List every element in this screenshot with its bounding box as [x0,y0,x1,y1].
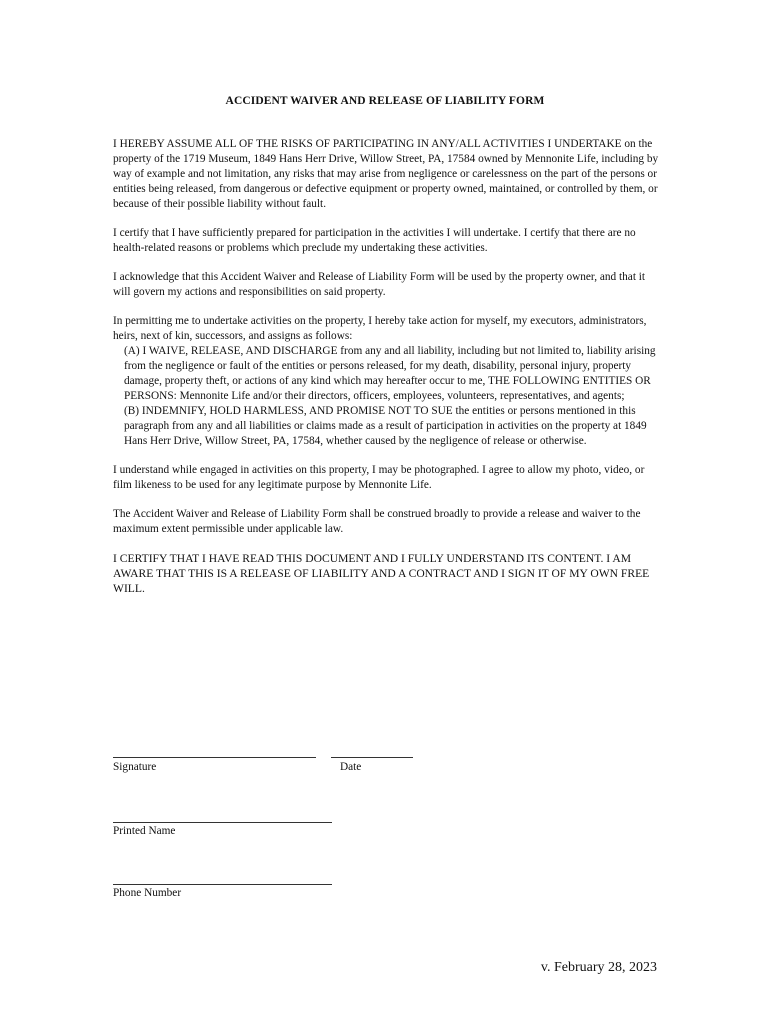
document-title: ACCIDENT WAIVER AND RELEASE OF LIABILITY FORM [225,95,545,107]
document-body [113,137,661,610]
paragraph-permitting [113,314,661,449]
clause-b: (B) INDEMNIFY, HOLD HARMLESS, AND PROMISE NOT TO SUE the entities or persons mentioned in this paragraph from any and all liabilities or claims made as a result of participation in activities on the property at 1849 Hans Herr Drive, Willow Street, PA, 17584, whether caused by the negligence of release or otherwise. [124,405,647,447]
signature-label: Signature [113,761,157,773]
phone-number-label: Phone Number [113,887,182,899]
paragraph-photographed: I understand while engaged in activities on this property, I may be photographed. I agree to allow my photo, video, or film likeness to be used for any legitimate purpose by Mennonite Life. [113,464,645,491]
paragraph-permitting-intro: In permitting me to undertake activities on the property, I hereby take action for myself, my executors, administrators, heirs, next of kin, successors, and assigns as follows: [113,315,647,342]
paragraph-acknowledge: I acknowledge that this Accident Waiver and Release of Liability Form will be used by the property owner, and that it will govern my actions and responsibilities on said property. [113,271,646,298]
paragraph-certify-prepared: I certify that I have sufficiently prepared for participation in the activities I will undertake. I certify that there are no health-related reasons or problems which preclude my undertaking these activities. [113,227,636,254]
paragraph-assume-risk: I HEREBY ASSUME ALL OF THE RISKS OF PARTICIPATING IN ANY/ALL ACTIVITIES I UNDERTAKE on the property of the 1719 Museum, 1849 Hans Herr Drive, Willow Street, PA, 17584 owned by Mennonite Life, including by way of example and not limitation, any risks that may arise from negligence or carelessness on the part of the persons or entities being released, from dangerous or defective equipment or property owned, maintained, or controlled by them, or because of their possible liability without fault. [113,138,659,210]
signature-line[interactable] [113,757,316,758]
date-line[interactable] [331,757,413,758]
printed-name-label: Printed Name [113,825,176,837]
phone-number-line[interactable] [113,884,332,885]
paragraph-certify-read: I CERTIFY THAT I HAVE READ THIS DOCUMENT AND I FULLY UNDERSTAND ITS CONTENT. I AM AWARE THAT THIS IS A RELEASE OF LIABILITY AND A CONTRACT AND I SIGN IT OF MY OWN FREE WILL. [113,552,650,595]
clause-a: (A) I WAIVE, RELEASE, AND DISCHARGE from any and all liability, including but not limited to, liability arising from the negligence or fault of the entities or persons released, for my death, disability, personal injury, property damage, property theft, or actions of any kind which may hereafter occur to me, THE FOLLOWING ENTITIES OR PERSONS: Mennonite Life and/or their directors, officers, employees, volunteers, representatives, and agents; [124,345,656,402]
printed-name-line[interactable] [113,822,332,823]
date-label: Date [340,761,362,773]
version-date: v. February 28, 2023 [540,960,657,975]
paragraph-construed: The Accident Waiver and Release of Liability Form shall be construed broadly to provide a release and waiver to the maximum extent permissible under applicable law. [113,508,641,535]
